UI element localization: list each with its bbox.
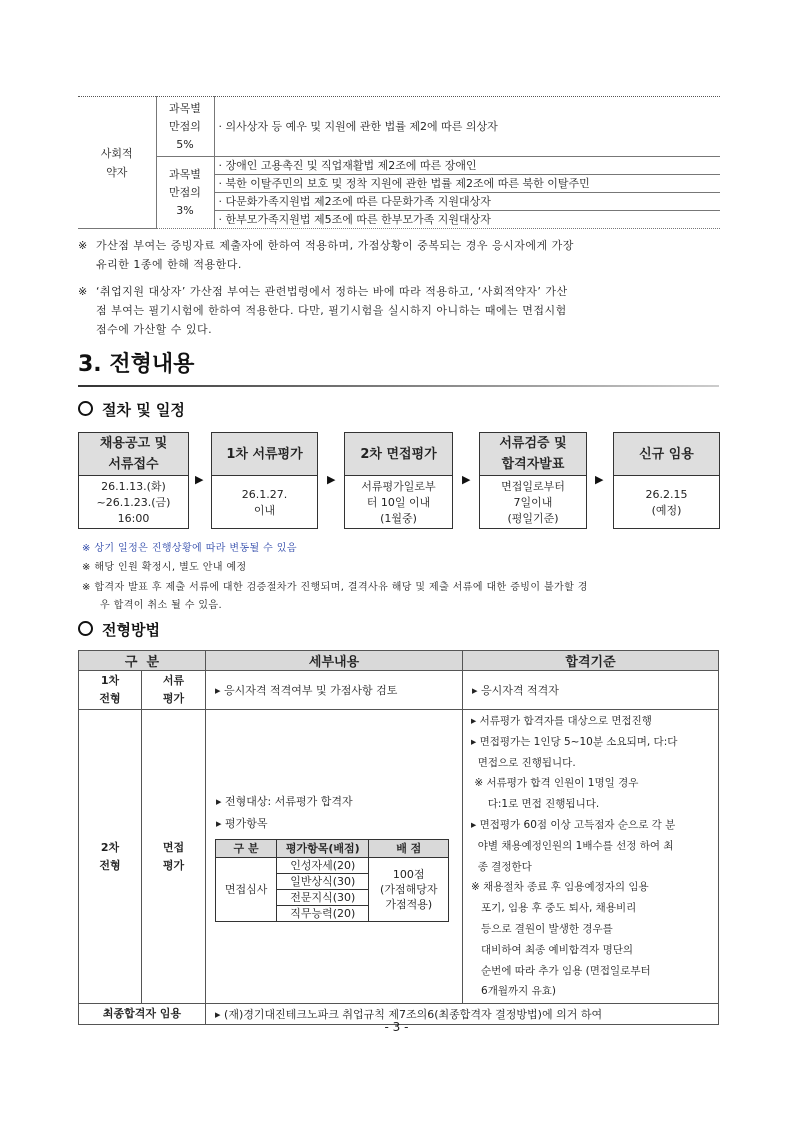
flow-step-body-label: 면접일로부터 7일이내 (평일기준) <box>501 479 565 525</box>
group-label: 사회적 약자 <box>100 146 133 179</box>
flow-step-head <box>345 433 452 476</box>
flow-step-interview <box>344 432 453 529</box>
subject-5pct-label: 과목별 만점의 5% <box>169 101 201 151</box>
flow-step-body <box>79 476 188 529</box>
criteria-line: 종 결정한다 <box>471 860 532 873</box>
inner-header: 구 분 <box>216 840 277 858</box>
inner-header: 배 점 <box>369 840 449 858</box>
note-mark: ※ <box>78 239 88 252</box>
arrow-right-icon: ▶ <box>195 473 204 486</box>
flow-note: ※ 상기 일정은 진행상황에 따라 변동될 수 있음 <box>82 543 297 554</box>
inner-category: 면접심사 <box>216 858 277 922</box>
flow-step-head-label: 서류검증 및 합격자발표 <box>499 436 567 472</box>
criteria-line: ▸ 서류평가 합격자를 대상으로 면접진행 <box>471 715 652 727</box>
bonus-points-table <box>78 96 720 229</box>
selection-method-table <box>78 650 719 1025</box>
criteria-line: 면접으로 진행됩니다. <box>471 756 576 769</box>
note-line: 가산점 부여는 증빙자료 제출자에 한하여 적용하며, 가점상황이 중복되는 경우 응시자에게 가장 <box>96 239 574 252</box>
bonus-item: · 다문화가족지원법 제2조에 따른 다문화가족 지원대상자 <box>214 193 720 211</box>
flow-note: ※ 합격자 발표 후 제출 서류에 대한 검증절차가 진행되며, 결격사유 해당 및 제출 서류에 대한 증빙이 불가할 경 <box>82 582 588 593</box>
subject-3pct-cell <box>156 157 214 229</box>
inner-header: 평가항목(배점) <box>277 840 369 858</box>
row1-detail: ▸ 응시자격 적격여부 및 가점사항 검토 <box>206 671 463 710</box>
header-detail: 세부내용 <box>206 651 463 671</box>
note-line: 점수에 가산할 수 있다. <box>96 323 213 336</box>
flow-step-document-review <box>211 432 318 529</box>
flow-note: ※ 해당 인원 확정시, 별도 안내 예정 <box>82 562 247 573</box>
arrow-right-icon: ▶ <box>327 473 336 486</box>
detail-line: ▸ 전형대상: 서류평가 합격자 <box>216 795 353 809</box>
flow-step-head <box>614 433 719 476</box>
bonus-item: · 의사상자 등 예우 및 지원에 관한 법률 제2에 따른 의상자 <box>214 97 720 157</box>
flow-step-head-label: 채용공고 및 서류접수 <box>99 436 168 472</box>
flow-step-body <box>212 476 317 529</box>
note-line: 점 부여는 필기시험에 한하여 적용한다. 다만, 필기시험을 실시하지 아니하는 때에는 면접시험 <box>96 304 567 317</box>
header-criteria: 합격기준 <box>463 651 719 671</box>
criteria-line: ※ 서류평가 합격 인원이 1명일 경우 <box>471 777 639 790</box>
row1-criteria: ▸ 응시자격 적격자 <box>463 671 719 710</box>
subject-3pct-label: 과목별 만점의 3% <box>169 167 201 217</box>
row2-detail <box>206 710 463 1004</box>
criteria-line: 등으로 결원이 발생한 경우를 <box>471 922 613 935</box>
note-line: ‘취업지원 대상자’ 가산점 부여는 관련법령에서 정하는 바에 따라 적용하고, ‘사회적약자’ 가산 <box>96 285 568 298</box>
subsection-method <box>78 619 160 640</box>
flow-step-announcement <box>78 432 189 529</box>
criteria-line: ※ 채용절차 종료 후 임용예정자의 임용 <box>471 881 649 894</box>
arrow-right-icon: ▶ <box>595 473 604 486</box>
note-bonus-application <box>78 236 720 274</box>
subsection-method-label: 전형방법 <box>102 621 160 639</box>
inner-score <box>369 858 449 922</box>
flow-step-body <box>480 476 586 529</box>
row2-criteria <box>463 710 719 1004</box>
flow-step-verification <box>479 432 587 529</box>
inner-item: 일반상식(30) <box>277 874 369 890</box>
criteria-line: 포기, 임용 후 중도 퇴사, 채용비리 <box>471 902 637 915</box>
criteria-line: 야별 채용예정인원의 1배수를 선정 하여 최 <box>471 839 674 852</box>
stage-2-label: 2차 전형 <box>99 840 121 872</box>
header-division: 구 분 <box>79 651 206 671</box>
flow-step-head <box>212 433 317 476</box>
criteria-line: 순번에 따라 추가 임용 (면접일로부터 <box>471 964 651 977</box>
flow-step-head-label: 2차 면접평가 <box>360 446 437 462</box>
final-appointment-detail: ▸ (재)경기대진테크노파크 취업규칙 제7조의6(최종합격자 결정방법)에 의거 하여 <box>206 1004 719 1025</box>
type-interview-label: 면접 평가 <box>162 840 185 872</box>
inner-item: 전문지식(30) <box>277 890 369 906</box>
inner-score-label: 100점 (가점해당자 가점적용) <box>380 868 438 912</box>
bonus-item: · 북한 이탈주민의 보호 및 정착 지원에 관한 법률 제2조에 따른 북한 이탈주민 <box>214 175 720 193</box>
criteria-line: ▸ 면접평가 60점 이상 고득점자 순으로 각 분 <box>471 818 676 831</box>
page-number: - 3 - <box>384 1020 409 1034</box>
bonus-item: · 장애인 고용촉진 및 직업재활법 제2조에 따른 장애인 <box>214 157 720 175</box>
inner-item: 인성자세(20) <box>277 858 369 874</box>
inner-item: 직무능력(20) <box>277 906 369 922</box>
section-divider <box>78 385 719 387</box>
flow-step-body <box>614 476 719 529</box>
subsection-procedure-label: 절차 및 일정 <box>102 401 185 419</box>
flow-step-body-label: 서류평가일로부 터 10일 이내 (1월중) <box>361 479 436 525</box>
type-interview <box>142 710 206 1004</box>
criteria-line: 다:1로 면접 진행됩니다. <box>471 798 600 811</box>
note-line: 유리한 1종에 한해 적용한다. <box>96 258 242 271</box>
flow-note: 우 합격이 취소 될 수 있음. <box>100 600 223 611</box>
criteria-line: ▸ 면접평가는 1인당 5~10분 소요되며, 다:다 <box>471 735 678 748</box>
section-title: 3. 전형내용 <box>78 352 195 377</box>
detail-line: ▸ 평가항목 <box>216 817 268 831</box>
arrow-right-icon: ▶ <box>462 473 471 486</box>
bonus-item: · 한부모가족지원법 제5조에 따른 한부모가족 지원대상자 <box>214 211 720 229</box>
flow-step-body <box>345 476 452 529</box>
flow-step-appointment <box>613 432 720 529</box>
final-appointment-label: 최종합격자 임용 <box>79 1004 206 1025</box>
flow-step-body-label: 26.1.27. 이내 <box>241 487 288 517</box>
flow-step-head-label: 신규 임용 <box>639 446 694 462</box>
circle-bullet-icon <box>78 621 93 636</box>
row2-detail-lines <box>207 791 461 835</box>
criteria-line: 대비하여 최종 예비합격자 명단의 <box>471 943 634 956</box>
evaluation-items-table <box>215 839 449 922</box>
flow-step-head <box>480 433 586 476</box>
flow-step-head-label: 1차 서류평가 <box>226 446 303 462</box>
circle-bullet-icon <box>78 401 93 416</box>
stage-1-label: 1차 전형 <box>99 674 121 705</box>
flow-step-head <box>79 433 188 476</box>
flow-step-body-label: 26.2.15 (예정) <box>645 487 688 517</box>
flow-step-body-label: 26.1.13.(화) ~26.1.23.(금) 16:00 <box>96 479 171 525</box>
subsection-procedure <box>78 399 185 420</box>
note-mark: ※ <box>78 285 88 298</box>
social-vulnerable-group-cell <box>78 97 156 229</box>
type-document <box>142 671 206 710</box>
stage-2 <box>79 710 142 1004</box>
note-employment-support <box>78 282 720 339</box>
subject-5pct-cell <box>156 97 214 157</box>
type-document-label: 서류 평가 <box>162 674 185 705</box>
stage-1 <box>79 671 142 710</box>
criteria-line: 6개월까지 유효) <box>471 985 557 998</box>
